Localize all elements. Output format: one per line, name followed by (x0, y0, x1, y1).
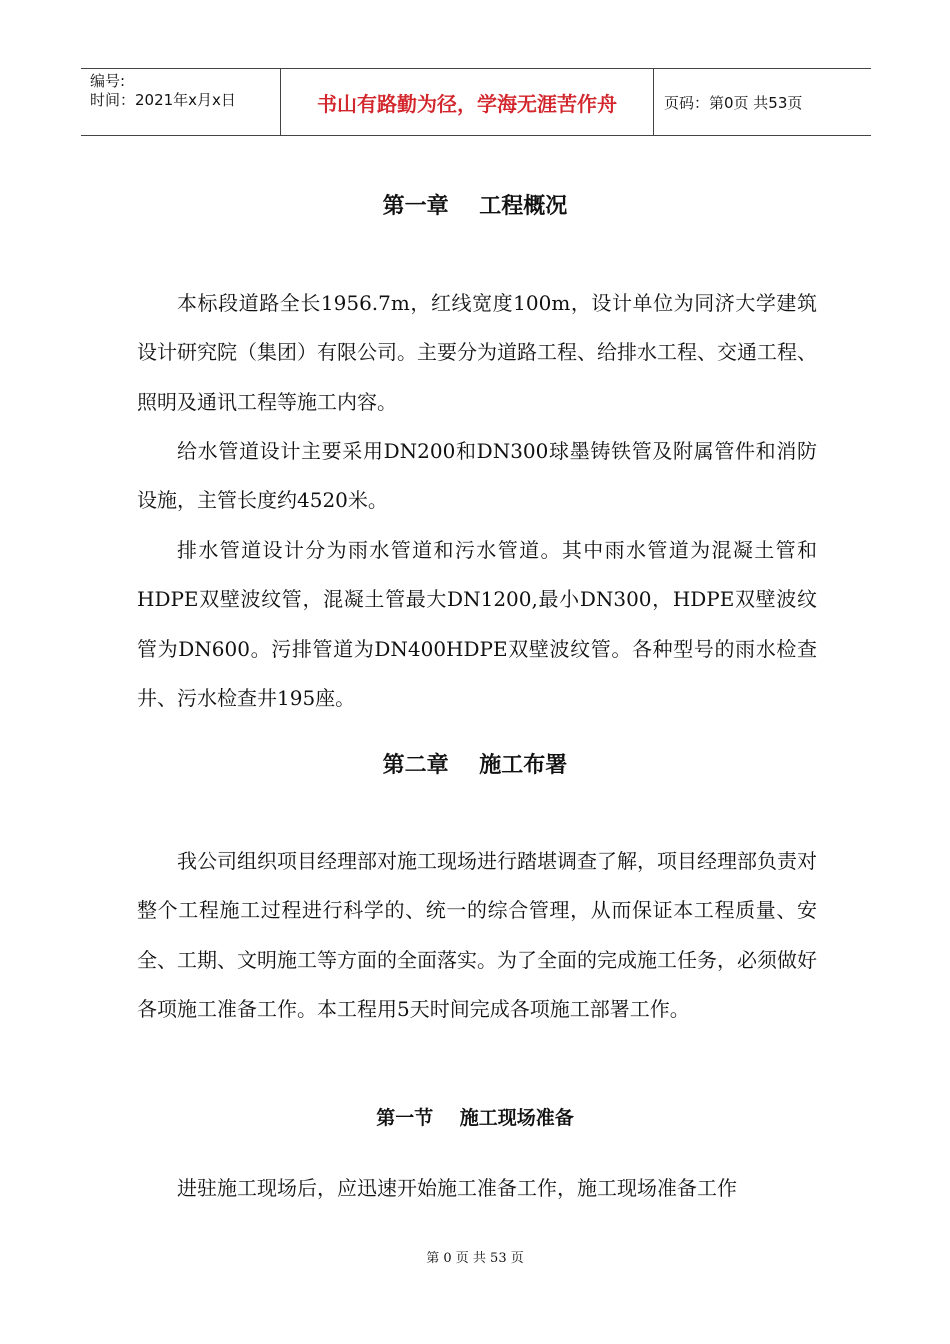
chapter1-paragraph-1: 本标段道路全长1956.7m，红线宽度100m，设计单位为同济大学建筑设计研究院（集团）有限公司。主要分为道路工程、给排水工程、交通工程、照明及通讯工程等施工内容。 (137, 291, 817, 414)
chapter1-paragraph-3: 排水管道设计分为雨水管道和污水管道。其中雨水管道为混凝土管和HDPE双壁波纹管，混凝土管最大DN1200,最小DN300，HDPE双壁波纹管为DN600。污排管道为DN400HDPE双壁波纹管。各种型号的雨水检查井、污水检查井195座。 (137, 538, 817, 710)
chapter1-paragraph-2: 给水管道设计主要采用DN200和DN300球墨铸铁管及附属管件和消防设施，主管长度约4520米。 (137, 439, 817, 513)
page-header (81, 68, 871, 136)
chapter1-title: 第一章 工程概况 (382, 194, 568, 219)
document-number-label: 编号: (90, 72, 126, 90)
section1-title: 第一节 施工现场准备 (376, 1107, 574, 1129)
page-footer: 第 0 页 共 53 页 (426, 1251, 524, 1266)
header-page-info: 页码：第0页 共53页 (664, 93, 803, 112)
section1-paragraph-1: 进驻施工现场后，应迅速开始施工准备工作，施工现场准备工作 (177, 1176, 737, 1200)
chapter2-title: 第二章 施工布署 (382, 753, 568, 778)
header-meta (81, 69, 281, 135)
chapter2-paragraph-1: 我公司组织项目经理部对施工现场进行踏堪调查了解，项目经理部负责对整个工程施工过程进行科学的、统一的综合管理，从而保证本工程质量、安全、工期、文明施工等方面的全面落实。为了全面的完成施工任务，必须做好各项施工准备工作。本工程用5天时间完成各项施工部署工作。 (137, 849, 817, 1021)
header-motto: 书山有路勤为径，学海无涯苦作舟 (281, 69, 654, 135)
document-date: 时间：2021年x月x日 (90, 91, 236, 109)
